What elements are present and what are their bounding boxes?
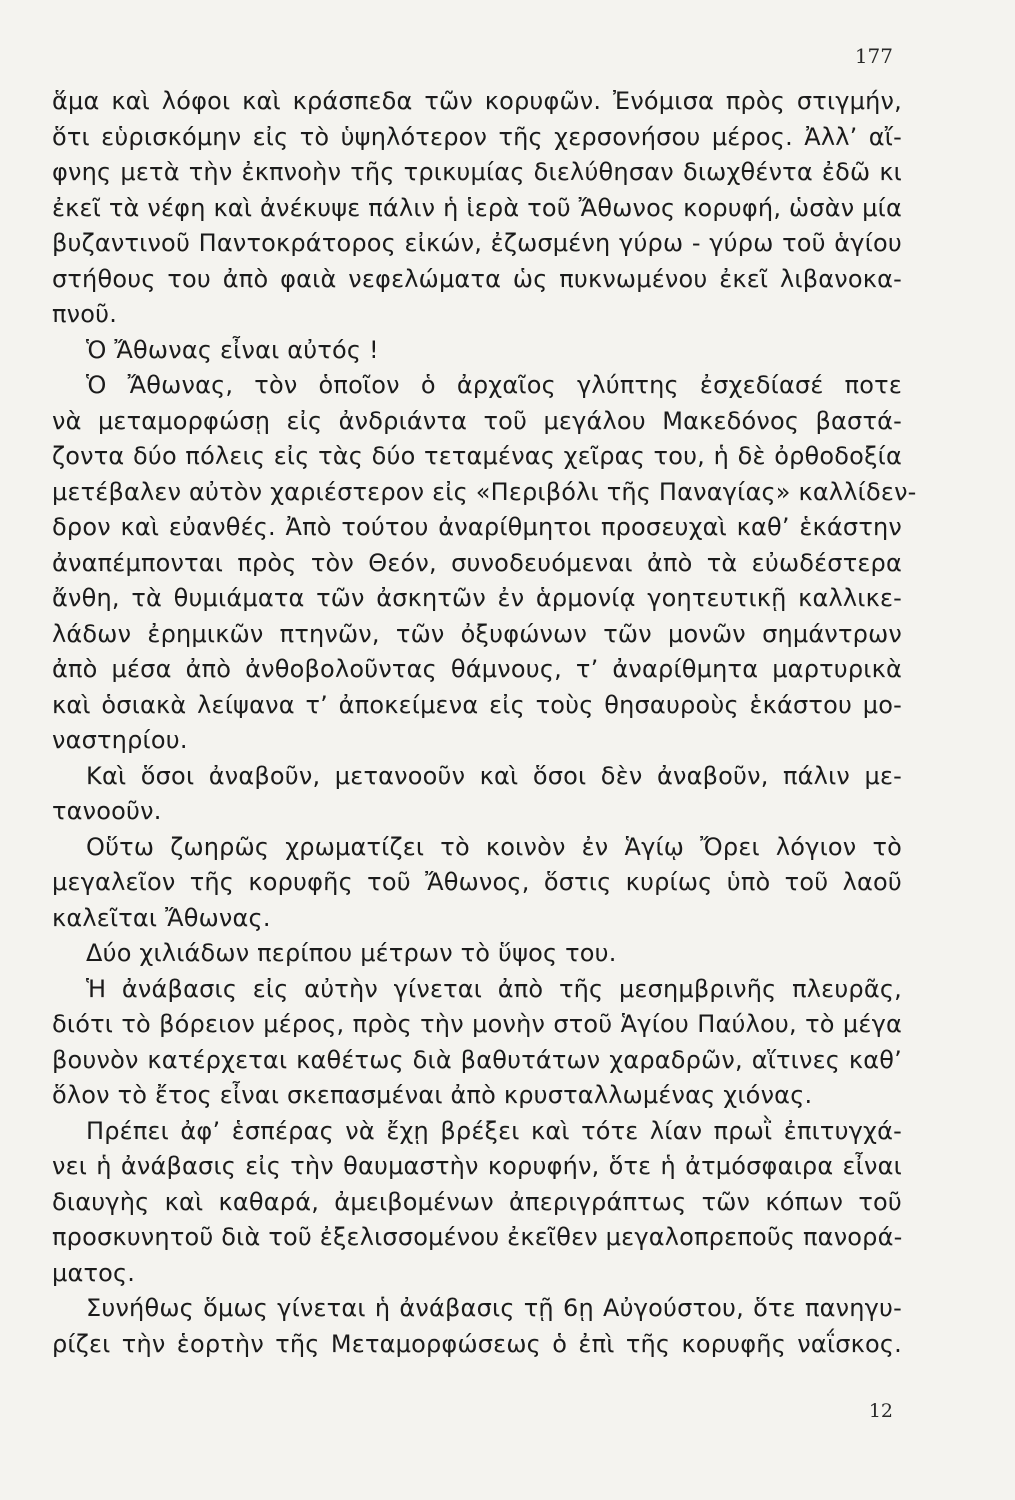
- text-line: ἀπὸ μέσα ἀπὸ ἀνθοβολοῦντας θάμνους, τ’ ἀναρίθμητα μαρτυρικὰ: [52, 655, 902, 683]
- text-line: Ὁ Ἄθωνας, τὸν ὁποῖον ὁ ἀρχαῖος γλύπτης ἐσχεδίασέ ποτε: [86, 371, 902, 399]
- text-line: Συνήθως ὅμως γίνεται ἡ ἀνάβασις τῇ 6ῃ Αὐγούστου, ὅτε πανηγυ-: [86, 1294, 902, 1322]
- text-line: ματος.: [52, 1258, 136, 1287]
- text-line: νει ἡ ἀνάβασις εἰς τὴν θαυμαστὴν κορυφήν, ὅτε ἡ ἀτμόσφαιρα εἶναι: [52, 1152, 902, 1180]
- text-line: λάδων ἐρημικῶν πτηνῶν, τῶν ὀξυφώνων τῶν μονῶν σημάντρων: [52, 619, 902, 648]
- text-line: Ἡ ἀνάβασις εἰς αὐτὴν γίνεται ἀπὸ τῆς μεσημβρινῆς πλευρᾶς,: [86, 974, 902, 1003]
- text-line: ναστηρίου.: [52, 726, 188, 754]
- text-line: προσκυνητοῦ διὰ τοῦ ἐξελισσομένου ἐκεῖθεν μεγαλοπρεποῦς πανορά-: [52, 1223, 903, 1251]
- text-line: Καὶ ὅσοι ἀναβοῦν, μετανοοῦν καὶ ὅσοι δὲν ἀναβοῦν, πάλιν με-: [86, 761, 902, 790]
- text-line: Οὕτω ζωηρῶς χρωματίζει τὸ κοινὸν ἐν Ἁγίῳ Ὄρει λόγιον τὸ: [86, 832, 902, 861]
- text-line: ρίζει τὴν ἑορτὴν τῆς Μεταμορφώσεως ὁ ἐπὶ τῆς κορυφῆς ναΐσκος.: [52, 1329, 902, 1358]
- text-line: ἐκεῖ τὰ νέφη καὶ ἀνέκυψε πάλιν ἡ ἱερὰ τοῦ Ἄθωνος κορυφή, ὡσὰν μία: [52, 193, 902, 222]
- text-line: Ὁ Ἄθωνας εἶναι αὐτός !: [86, 335, 379, 364]
- text-block: [52, 84, 917, 1362]
- text-line: διαυγὴς καὶ καθαρά, ἀμειβομένων ἀπεριγράπτως τῶν κόπων τοῦ: [52, 1187, 902, 1216]
- text-line: βουνὸν κατέρχεται καθέτως διὰ βαθυτάτων χαραδρῶν, αἵτινες καθ’: [52, 1045, 902, 1074]
- text-line: τανοοῦν.: [52, 797, 162, 825]
- text-line: ἀναπέμπονται πρὸς τὸν Θεόν, συνοδευόμεναι ἀπὸ τὰ εὐωδέστερα: [52, 548, 902, 577]
- text-line: ἅμα καὶ λόφοι καὶ κράσπεδα τῶν κορυφῶν. Ἐνόμισα πρὸς στιγμήν,: [52, 87, 902, 115]
- text-line: φνης μετὰ τὴν ἐκπνοὴν τῆς τρικυμίας διελύθησαν διωχθέντα ἐδῶ κι: [52, 158, 902, 186]
- page-number: 177: [854, 44, 893, 68]
- text-line: διότι τὸ βόρειον μέρος, πρὸς τὴν μονὴν στοῦ Ἁγίου Παύλου, τὸ μέγα: [52, 1010, 902, 1038]
- text-line: ὅλον τὸ ἔτος εἶναι σκεπασμέναι ἀπὸ κρυσταλλωμένας χιόνας.: [52, 1081, 813, 1109]
- text-line: καλεῖται Ἄθωνας.: [52, 903, 271, 932]
- text-line: στήθους του ἀπὸ φαιὰ νεφελώματα ὡς πυκνωμένου ἐκεῖ λιβανοκα-: [52, 264, 902, 293]
- text-line: Πρέπει ἀφ’ ἑσπέρας νὰ ἔχῃ βρέξει καὶ τότε λίαν πρωῒ ἐπιτυγχά-: [86, 1116, 902, 1145]
- text-line: πνοῦ.: [52, 300, 118, 328]
- text-line: μετέβαλεν αὐτὸν χαριέστερον εἰς «Περιβόλι τῆς Παναγίας» καλλίδεν-: [52, 477, 917, 506]
- text-line: καὶ ὁσιακὰ λείψανα τ’ ἀποκείμενα εἰς τοὺς θησαυροὺς ἑκάστου μο-: [52, 690, 902, 719]
- text-line: ὅτι εὑρισκόμην εἰς τὸ ὑψηλότερον τῆς χερσονήσου μέρος. Ἀλλ’ αἴ-: [52, 122, 902, 151]
- text-line: βυζαντινοῦ Παντοκράτορος εἰκών, ἐζωσμένη γύρω - γύρω τοῦ ἁγίου: [52, 229, 902, 257]
- text-line: νὰ μεταμορφώσῃ εἰς ἀνδριάντα τοῦ μεγάλου Μακεδόνος βαστά-: [52, 406, 902, 435]
- text-line: Δύο χιλιάδων περίπου μέτρων τὸ ὕψος του.: [86, 939, 617, 967]
- text-line: δρον καὶ εὐανθές. Ἀπὸ τούτου ἀναρίθμητοι προσευχαὶ καθ’ ἑκάστην: [52, 513, 902, 541]
- text-line: μεγαλεῖον τῆς κορυφῆς τοῦ Ἄθωνος, ὅστις κυρίως ὑπὸ τοῦ λαοῦ: [52, 868, 902, 896]
- text-line: ζοντα δύο πόλεις εἰς τὰς δύο τεταμένας χεῖρας του, ἡ δὲ ὀρθοδοξία: [52, 442, 902, 470]
- signature-mark: 12: [868, 1400, 893, 1422]
- text-line: ἄνθη, τὰ θυμιάματα τῶν ἀσκητῶν ἐν ἁρμονίᾳ γοητευτικῇ καλλικε-: [52, 584, 902, 612]
